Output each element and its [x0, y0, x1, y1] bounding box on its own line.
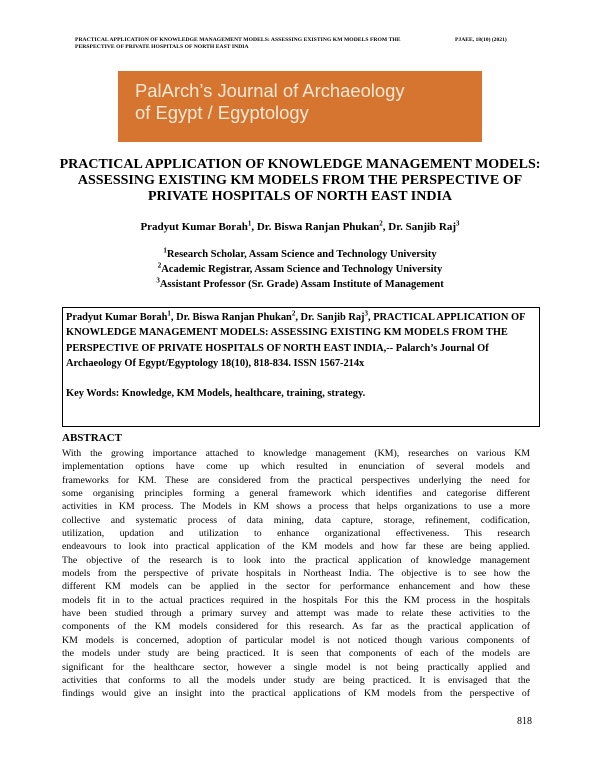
abstract-line: With the growing importance attached to knowledge management (KM), researches on various KM: [62, 448, 530, 459]
author-2: Dr. Biswa Ranjan Phukan: [256, 221, 380, 233]
author-2-sup: 2: [379, 219, 383, 228]
abstract-line: components of the KM models considered for this research. As far as the practical application of: [62, 621, 530, 633]
affiliation-3-text: Assistant Professor (Sr. Grade) Assam Institute of Management: [159, 279, 444, 290]
title-line-3: PRIVATE HOSPITALS OF NORTH EAST INDIA: [147, 189, 453, 204]
citation-text: [66, 310, 536, 372]
citation-sup-3: 3: [364, 309, 368, 318]
title-line-2: ASSESSING EXISTING KM MODELS FROM THE PERSPECTIVE OF: [77, 173, 523, 188]
abstract-line: significant for the healthcare sector, however a single model is not being practically applied and: [62, 661, 530, 673]
author-3: Dr. Sanjib Raj: [388, 221, 457, 233]
page-number: 818: [517, 716, 532, 727]
affiliation-1-text: Research Scholar, Assam Science and Technology University: [166, 249, 437, 260]
abstract-line: endeavours to look into practical application of the KM models and how far these are being applied.: [62, 541, 530, 553]
abstract-line: findings would give an insight into the practical applications of KM models from the perspective of: [62, 688, 530, 700]
abstract-line: the models under study are being practiced. It is seen that components of each of the models are: [62, 648, 530, 660]
keywords: Key Words: Knowledge, KM Models, healthcare, training, strategy.: [66, 387, 366, 399]
affiliation-1-sup: 1: [163, 246, 167, 255]
author-sep-1: ,: [251, 221, 257, 233]
title-line-1: PRACTICAL APPLICATION OF KNOWLEDGE MANAGEMENT MODELS:: [59, 157, 541, 172]
affiliation-3: [0, 276, 600, 290]
author-1: Pradyut Kumar Borah: [140, 221, 248, 233]
abstract-line: some organising principles forming a general framework which identifies and categorise different: [62, 488, 530, 500]
abstract-line: frameworks for KM. These are considered from the practical perspectives underlying the need for: [62, 474, 530, 486]
citation-sup-1: 1: [167, 309, 171, 318]
abstract-line: The objective of the research is to look into the practical application of knowledge management: [62, 554, 530, 566]
author-3-sup: 3: [456, 219, 460, 228]
citation-author-2: , Dr. Biswa Ranjan Phukan: [170, 312, 292, 323]
running-title: PRACTICAL APPLICATION OF KNOWLEDGE MANAGEMENT MODELS: ASSESSING EXISTING KM MODELS FROM THE PERSPECTIVE OF PRIVATE HOSPITALS OF NORTH EAST INDIA: [75, 37, 401, 50]
journal-reference: PJAEE, 18(10) (2021): [455, 37, 507, 43]
citation-author-3: , Dr. Sanjib Raj: [295, 312, 365, 323]
citation-rest: , PRACTICAL APPLICATION OF KNOWLEDGE MANAGEMENT MODELS: ASSESSING EXISTING KM MODELS FROM THE PERSPECTIVE OF PRIVATE HOSPITALS OF NORTH EAST INDIA,-- Palarch’s Journal Of Archaeology Of Egypt/Egyptology 18(10), 818-834. ISSN 1567-214x: [66, 312, 526, 370]
banner-line-1: PalArch’s Journal of Archaeology: [135, 80, 405, 101]
abstract-line: collective and systematic process of data mining, data capture, storage, refinement, codification,: [62, 514, 530, 526]
affiliation-3-sup: 3: [156, 276, 160, 285]
author-1-sup: 1: [247, 219, 252, 228]
abstract-line: implementation options have come up which resulted in enunciation of several models and: [62, 461, 530, 473]
citation-author-1: Pradyut Kumar Borah: [66, 312, 168, 323]
affiliation-1: [0, 246, 600, 260]
abstract-body: [62, 447, 530, 701]
affiliation-2: [0, 261, 600, 275]
author-list: [0, 221, 600, 233]
abstract-heading: ABSTRACT: [62, 432, 122, 444]
banner-line-2: of Egypt / Egyptology: [135, 102, 309, 123]
journal-banner: [118, 71, 482, 142]
abstract-line: activities in KM process. The Models in KM shows a process that helps organizations to use a more: [62, 501, 530, 513]
abstract-line: different KM models can be applied in the sector for performance enhancement and how these: [62, 581, 530, 593]
abstract-line: activities that conforms to all the models under study are being practiced. It is envisaged that the: [62, 674, 530, 686]
author-sep-2: ,: [382, 221, 389, 233]
paper-title: [40, 157, 560, 205]
citation-box: [62, 307, 540, 427]
affiliation-2-text: Academic Registrar, Assam Science and Technology University: [161, 264, 443, 275]
abstract-line: have been studied through a primary survey and attempt was made to relate these activities to the: [62, 608, 530, 620]
abstract-line: models fit in to the actual practices required in the hospitals For this the KM process in the hospitals: [62, 594, 530, 606]
abstract-line: models from the perspective of private hospitals in Northeast India. The objective is to see how the: [62, 568, 530, 580]
citation-sup-2: 2: [291, 309, 296, 318]
abstract-line: utilization, updation and utilization to enhance organizational effectiveness. This research: [62, 528, 530, 540]
affiliation-2-sup: 2: [157, 261, 162, 270]
abstract-line: KM models is concerned, adoption of particular model is not noticed though various components of: [62, 634, 530, 646]
